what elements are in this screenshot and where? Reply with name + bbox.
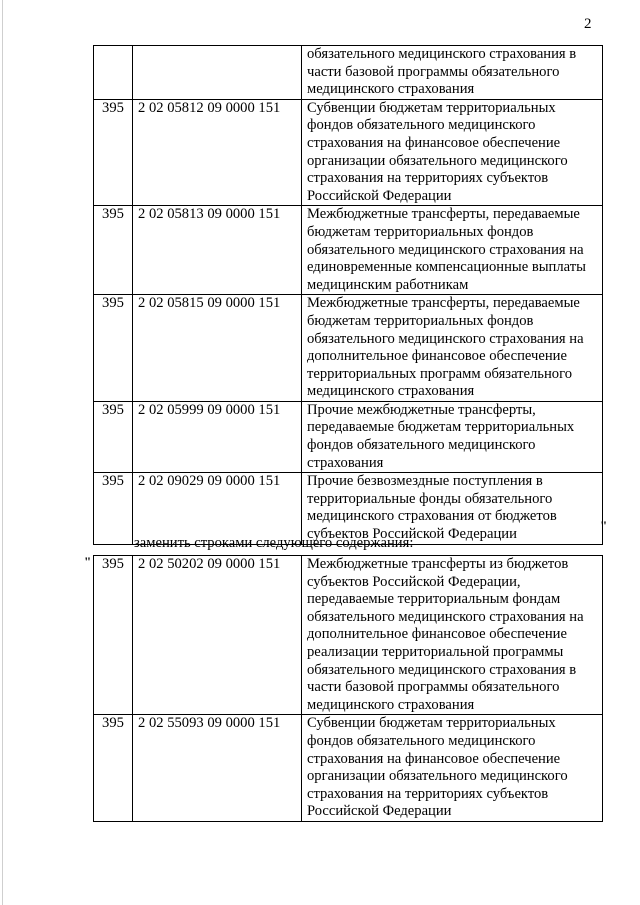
admin-code-cell: 395 [94,715,133,822]
kbk-code-cell: 2 02 09029 09 0000 151 [133,473,302,544]
admin-code-cell: 395 [94,556,133,715]
table-row [94,715,603,822]
income-name-cell: Межбюджетные трансферты, передаваемые бюджетам территориальных фондов обязательного медицинского страхования на единовременные компенсационные выплаты медицинским работникам [302,206,603,295]
admin-code-cell [94,46,133,100]
admin-code-cell: 395 [94,206,133,295]
replace-instruction: заменить строками следующего содержания: [134,535,414,551]
admin-code-cell: 395 [94,295,133,402]
admin-code-cell: 395 [94,401,133,472]
income-name-cell: Прочие межбюджетные трансферты, передаваемые бюджетам территориальных фондов обязательного медицинского страхования [302,401,603,472]
admin-code-cell: 395 [94,473,133,544]
table-row [94,401,603,472]
table-row [94,473,603,544]
budget-table-after [93,555,603,822]
income-name-cell: Прочие безвозмездные поступления в территориальные фонды обязательного медицинского страхования от бюджетов субъектов Российской Федерации [302,473,603,544]
income-name-cell: Субвенции бюджетам территориальных фондов обязательного медицинского страхования на финансовое обеспечение организации обязательного медицинского страхования на территориях субъектов Российской Федерации [302,715,603,822]
admin-code-cell: 395 [94,99,133,206]
opening-quote: " [84,554,92,569]
kbk-code-cell: 2 02 05813 09 0000 151 [133,206,302,295]
kbk-code-cell: 2 02 55093 09 0000 151 [133,715,302,822]
table-row [94,99,603,206]
kbk-code-cell: 2 02 05815 09 0000 151 [133,295,302,402]
closing-quote: " [600,518,608,533]
income-name-cell: обязательного медицинского страхования в части базовой программы обязательного медицинского страхования [302,46,603,100]
table-row [94,556,603,715]
scan-margin-line [2,0,3,905]
kbk-code-cell: 2 02 05999 09 0000 151 [133,401,302,472]
income-name-cell: Межбюджетные трансферты из бюджетов субъектов Российской Федерации, передаваемые территориальным фондам обязательного медицинского страхования на дополнительное финансовое обеспечение реализации территориальной программы обязательного медицинского страхования в части базовой программы обязательного медицинского страхования [302,556,603,715]
kbk-code-cell [133,46,302,100]
table-row [94,206,603,295]
kbk-code-cell: 2 02 05812 09 0000 151 [133,99,302,206]
table-row [94,46,603,100]
kbk-code-cell: 2 02 50202 09 0000 151 [133,556,302,715]
income-name-cell: Межбюджетные трансферты, передаваемые бюджетам территориальных фондов обязательного медицинского страхования на дополнительное финансовое обеспечение территориальных программ обязательного медицинского страхования [302,295,603,402]
budget-table-before [93,45,603,545]
income-name-cell: Субвенции бюджетам территориальных фондов обязательного медицинского страхования на финансовое обеспечение организации обязательного медицинского страхования на территориях субъектов Российской Федерации [302,99,603,206]
page-number: 2 [584,16,592,32]
table-row [94,295,603,402]
